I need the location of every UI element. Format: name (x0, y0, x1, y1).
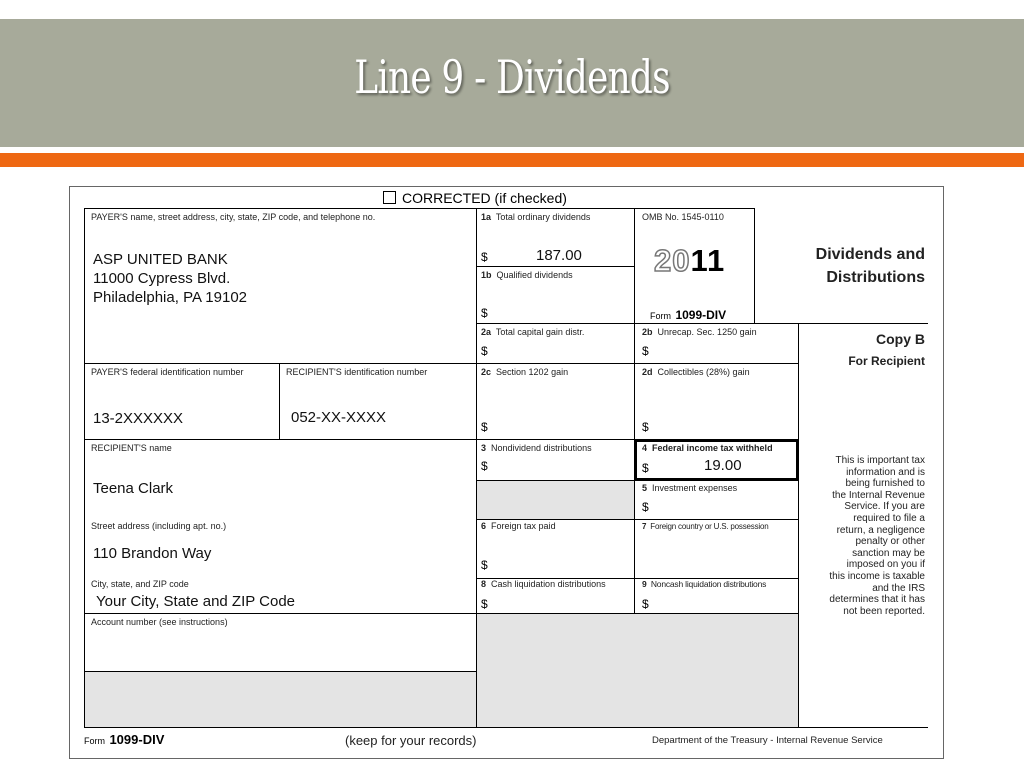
box9-label: 9 Noncash liquidation distributions (642, 579, 767, 589)
shaded-cell (84, 671, 798, 727)
box3-label: 3 Nondividend distributions (481, 443, 592, 453)
box2d-dollar: $ (642, 420, 649, 434)
notice-line: information and is (846, 466, 925, 478)
grid-line (634, 208, 635, 613)
keep-records: (keep for your records) (345, 733, 477, 748)
form-1099-div (69, 186, 944, 759)
grid-line (84, 671, 476, 672)
important-notice (803, 455, 925, 617)
box6-dollar: $ (481, 558, 488, 572)
payer-city: Philadelphia, PA 19102 (93, 289, 248, 306)
box1a-label: 1a Total ordinary dividends (481, 212, 591, 222)
notice-line: being furnished to (845, 478, 925, 490)
accent-bar (0, 153, 1024, 167)
box2c-label: 2c Section 1202 gain (481, 367, 569, 377)
corrected-checkbox[interactable] (383, 190, 567, 206)
box2a-label: 2a Total capital gain distr. (481, 327, 585, 337)
grid-line (84, 208, 85, 728)
grid-line (476, 266, 634, 267)
payer-label: PAYER'S name, street address, city, state, ZIP code, and telephone no. (91, 212, 376, 222)
notice-line: This is important tax (835, 455, 925, 466)
notice-line: sanction may be (852, 547, 925, 559)
checkbox-icon[interactable] (383, 191, 396, 204)
grid-line (84, 208, 754, 209)
street-label: Street address (including apt. no.) (91, 521, 227, 531)
street-value: 110 Brandon Way (93, 545, 212, 562)
box4-value: 19.00 (704, 457, 742, 474)
copy-b: Copy B (876, 331, 925, 347)
box2a-dollar: $ (481, 344, 488, 358)
box1b-dollar: $ (481, 306, 488, 320)
notice-line: this income is taxable (829, 570, 925, 582)
recipient-id: 052-XX-XXXX (291, 409, 387, 426)
notice-line: penalty or other (855, 536, 925, 548)
box9-dollar: $ (642, 597, 649, 611)
notice-line: Service. If you are (844, 501, 925, 513)
box2b-dollar: $ (642, 344, 649, 358)
box4-dollar: $ (642, 461, 649, 475)
form-title: Dividends and Distributions (815, 246, 925, 286)
box2b-label: 2b Unrecap. Sec. 1250 gain (642, 327, 757, 337)
department: Department of the Treasury - Internal Revenue Service (652, 735, 883, 746)
footer-form-id: Form 1099-DIV (84, 732, 165, 747)
payer-id-label: PAYER'S federal identification number (91, 367, 244, 377)
grid-line (279, 363, 280, 439)
payer-id: 13-2XXXXXX (93, 410, 184, 427)
shaded-cell (476, 613, 798, 671)
box1b-label: 1b Qualified dividends (481, 270, 573, 280)
box1a-dollar: $ (481, 250, 488, 264)
form-id: Form 1099-DIV (650, 308, 727, 322)
payer-street: 11000 Cypress Blvd. (93, 270, 231, 287)
box2d-label: 2d Collectibles (28%) gain (642, 367, 750, 377)
box8-label: 8 Cash liquidation distributions (481, 579, 606, 589)
city-value: Your City, State and ZIP Code (96, 593, 296, 610)
box2c-dollar: $ (481, 420, 488, 434)
grid-line (476, 519, 798, 520)
recipient-id-label: RECIPIENT'S identification number (286, 367, 428, 377)
box6-label: 6 Foreign tax paid (481, 521, 556, 531)
grid-line (476, 480, 634, 481)
notice-line: imposed on you if (846, 559, 925, 571)
grid-line (754, 208, 755, 323)
slide-title: Line 9 - Dividends (354, 50, 670, 104)
city-label: City, state, and ZIP code (91, 579, 189, 589)
account-label: Account number (see instructions) (91, 617, 228, 627)
shaded-cell (476, 480, 634, 519)
notice-line: return, a negligence (836, 524, 925, 536)
payer-name: ASP UNITED BANK (93, 251, 228, 268)
box4-label: 4 Federal income tax withheld (642, 443, 773, 453)
box7-label: 7 Foreign country or U.S. possession (642, 522, 769, 531)
grid-line (476, 208, 477, 728)
grid-line (84, 613, 798, 614)
grid-line (84, 727, 928, 728)
grid-line (798, 323, 799, 728)
for-recipient: For Recipient (848, 354, 925, 368)
notice-line: and the IRS (872, 582, 925, 594)
box5-label: 5 Investment expenses (642, 483, 738, 493)
notice-line: not been reported. (843, 605, 925, 617)
recipient-name-label: RECIPIENT'S name (91, 443, 172, 453)
box1a-value: 187.00 (536, 247, 582, 264)
box8-dollar: $ (481, 597, 488, 611)
grid-line (84, 363, 798, 364)
notice-line: determines that it has (829, 594, 925, 606)
box3-dollar: $ (481, 459, 488, 473)
notice-line: required to file a (853, 512, 925, 524)
notice-line: the Internal Revenue (832, 489, 925, 501)
tax-year: 2011 (654, 243, 726, 278)
box5-dollar: $ (642, 500, 649, 514)
corrected-label: CORRECTED (if checked) (402, 190, 567, 206)
omb-number: OMB No. 1545-0110 (642, 212, 724, 222)
recipient-name: Teena Clark (93, 480, 174, 497)
